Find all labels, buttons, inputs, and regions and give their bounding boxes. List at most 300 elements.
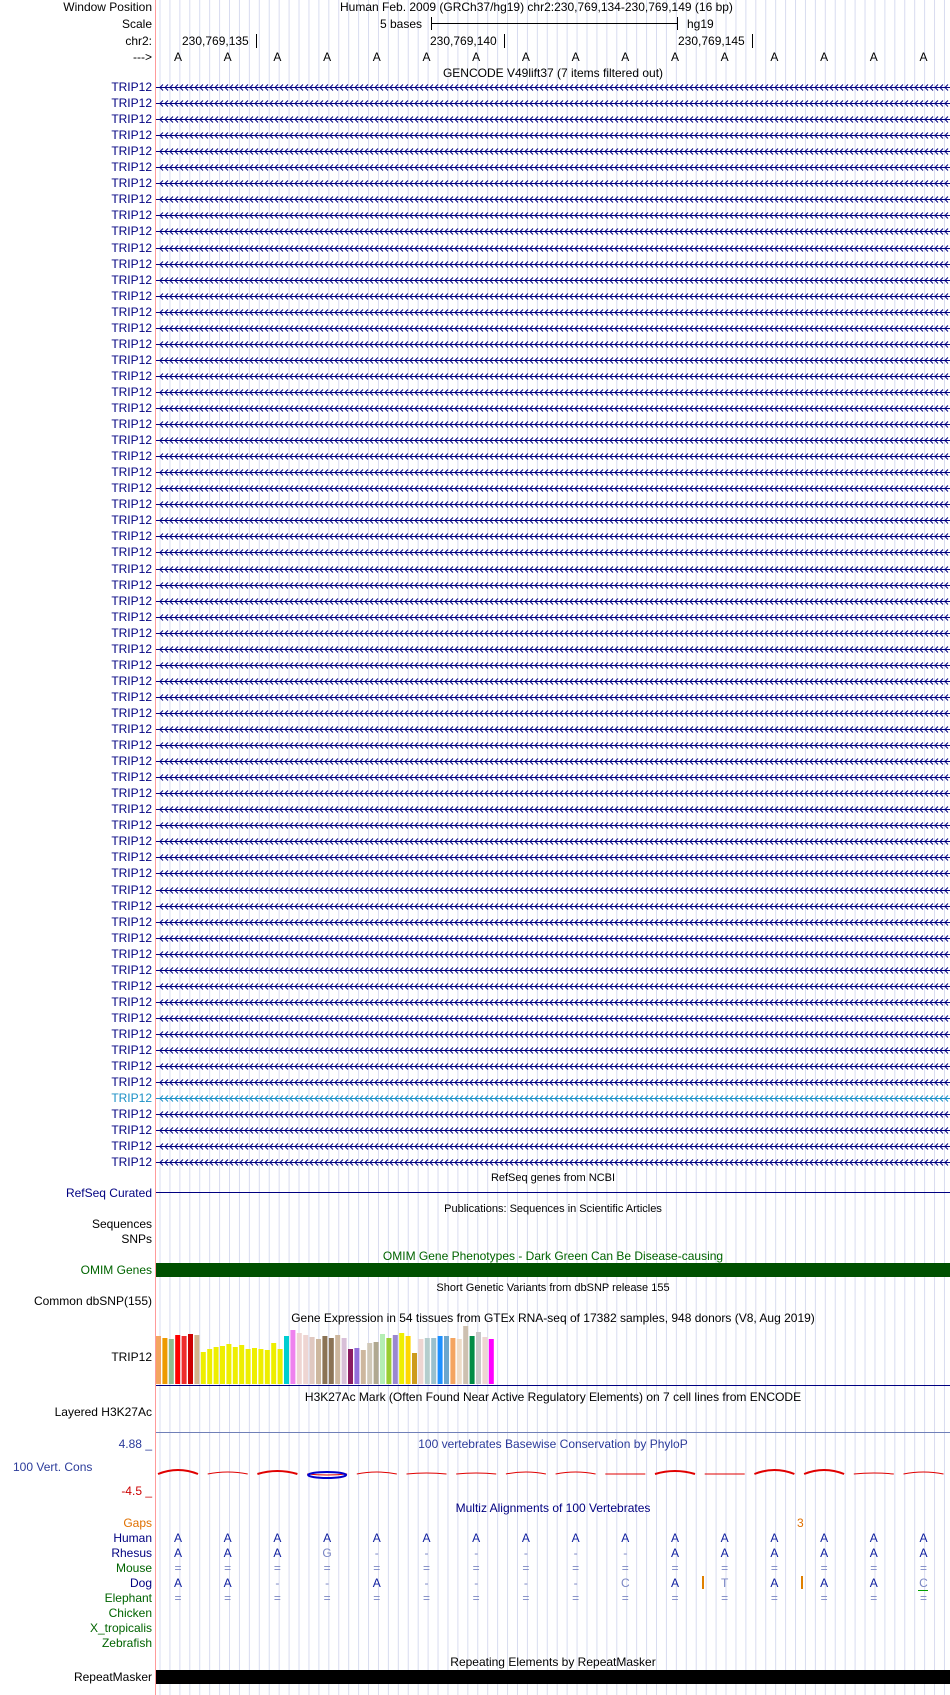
gencode-gene-label[interactable]: TRIP12: [111, 722, 152, 736]
base-letter: A: [670, 50, 679, 64]
base-letter: A: [720, 50, 729, 64]
gtex-track-title[interactable]: Gene Expression in 54 tissues from GTEx RNA-seq of 17382 samples, 948 donors (V8, Aug 2019): [291, 1311, 815, 1325]
gencode-transcript[interactable]: [156, 273, 950, 288]
gencode-transcript[interactable]: [156, 754, 950, 769]
gencode-transcript[interactable]: [156, 449, 950, 464]
gencode-transcript[interactable]: [156, 722, 950, 737]
omim-phenotype-bar[interactable]: [156, 1263, 950, 1277]
gencode-transcript[interactable]: [156, 224, 950, 239]
publications-sequences-label[interactable]: Sequences: [91, 1217, 152, 1231]
multiz-alignment-base: =: [273, 1561, 281, 1575]
gencode-gene-label[interactable]: TRIP12: [111, 112, 152, 127]
gtex-tissue-bar[interactable]: [207, 1349, 212, 1384]
gencode-transcript[interactable]: [156, 802, 950, 817]
omim-track-title[interactable]: OMIM Gene Phenotypes - Dark Green Can Be Disease-causing: [382, 1249, 724, 1263]
gencode-transcript[interactable]: [156, 594, 950, 609]
multiz-alignment-base: =: [472, 1591, 480, 1605]
gencode-transcript[interactable]: [156, 144, 950, 159]
base-letter: A: [571, 50, 580, 64]
gtex-baseline: [156, 1385, 950, 1386]
gtex-expression-bars[interactable]: [156, 1326, 536, 1384]
gencode-gene-label[interactable]: TRIP12: [111, 320, 152, 335]
gencode-transcript[interactable]: [156, 1107, 950, 1122]
gencode-gene-label[interactable]: TRIP12: [111, 497, 152, 512]
gencode-transcript[interactable]: [156, 176, 950, 191]
gencode-gene-label[interactable]: TRIP12: [111, 1107, 152, 1122]
h3k27ac-baseline: [156, 1432, 950, 1433]
gencode-gene-label[interactable]: TRIP12: [111, 272, 152, 287]
gtex-tissue-bar[interactable]: [418, 1339, 423, 1384]
gencode-gene-label[interactable]: TRIP12: [111, 882, 152, 897]
gencode-transcript[interactable]: [156, 1123, 950, 1138]
gencode-transcript[interactable]: [156, 465, 950, 480]
gencode-gene-label[interactable]: TRIP12: [111, 1059, 152, 1074]
phylop-score-mark: [754, 1470, 794, 1474]
multiz-species-label[interactable]: X_tropicalis: [89, 1621, 152, 1635]
gtex-tissue-bar[interactable]: [316, 1339, 321, 1384]
phylop-track-label[interactable]: 100 Vert. Cons: [13, 1460, 93, 1474]
gencode-transcript[interactable]: [156, 192, 950, 207]
gencode-transcript[interactable]: [156, 401, 950, 416]
multiz-alignment-base: =: [174, 1561, 182, 1575]
base-letter: A: [521, 50, 530, 64]
multiz-alignment-base: =: [870, 1591, 878, 1605]
gencode-gene-label[interactable]: TRIP12: [111, 978, 152, 993]
gencode-transcript[interactable]: [156, 1059, 950, 1074]
gtex-tissue-bar[interactable]: [412, 1353, 417, 1384]
gtex-tissue-bar[interactable]: [406, 1336, 411, 1384]
gencode-transcript[interactable]: [156, 337, 950, 352]
gencode-gene-label[interactable]: TRIP12: [111, 962, 152, 977]
gtex-tissue-bar[interactable]: [175, 1335, 180, 1384]
gencode-gene-label[interactable]: TRIP12: [111, 625, 152, 640]
gtex-tissue-bar[interactable]: [470, 1336, 475, 1384]
gtex-tissue-bar[interactable]: [233, 1347, 238, 1384]
gencode-transcript[interactable]: [156, 305, 950, 320]
gtex-tissue-bar[interactable]: [169, 1339, 174, 1384]
gencode-transcript[interactable]: [156, 128, 950, 143]
gtex-tissue-bar[interactable]: [342, 1338, 347, 1384]
gencode-transcript[interactable]: [156, 658, 950, 673]
gencode-gene-label[interactable]: TRIP12: [111, 705, 152, 720]
gencode-gene-label[interactable]: TRIP12: [111, 593, 152, 608]
multiz-alignment-base: -: [424, 1576, 429, 1590]
multiz-alignment-base: A: [472, 1531, 481, 1545]
gencode-gene-label[interactable]: TRIP12: [111, 240, 152, 255]
gencode-transcript[interactable]: [156, 80, 950, 95]
gencode-transcript[interactable]: [156, 674, 950, 689]
multiz-alignment-base: -: [523, 1576, 528, 1590]
gencode-gene-label[interactable]: TRIP12: [111, 754, 152, 769]
gencode-transcript[interactable]: [156, 208, 950, 223]
gencode-transcript[interactable]: [156, 1075, 950, 1090]
gencode-transcript[interactable]: [156, 513, 950, 528]
scale-assembly: hg19: [687, 17, 714, 31]
gtex-tissue-bar[interactable]: [348, 1349, 353, 1384]
gtex-tissue-bar[interactable]: [310, 1337, 315, 1384]
gtex-tissue-bar[interactable]: [265, 1350, 270, 1384]
gtex-track-label[interactable]: TRIP12: [111, 1350, 152, 1364]
gencode-gene-label[interactable]: TRIP12: [111, 449, 152, 464]
gtex-tissue-bar[interactable]: [457, 1339, 462, 1384]
gtex-tissue-bar[interactable]: [278, 1349, 283, 1384]
gencode-gene-label[interactable]: TRIP12: [111, 738, 152, 753]
repeatmasker-track-title[interactable]: Repeating Elements by RepeatMasker: [450, 1655, 656, 1669]
gencode-gene-label[interactable]: TRIP12: [111, 288, 152, 303]
gencode-gene-label[interactable]: TRIP12: [111, 176, 152, 191]
gtex-tissue-bar[interactable]: [220, 1346, 225, 1384]
multiz-alignment-base: =: [770, 1561, 778, 1575]
gencode-gene-label[interactable]: TRIP12: [111, 1026, 152, 1041]
phylop-score-mark: [904, 1472, 944, 1474]
gencode-transcript[interactable]: [156, 160, 950, 175]
multiz-alignment-base: G: [322, 1546, 332, 1560]
gencode-transcript[interactable]: [156, 1091, 950, 1106]
gencode-transcript[interactable]: [156, 112, 950, 127]
gtex-tissue-bar[interactable]: [239, 1345, 244, 1384]
gtex-tissue-bar[interactable]: [182, 1336, 187, 1384]
gtex-tissue-bar[interactable]: [156, 1336, 161, 1384]
gencode-gene-label[interactable]: TRIP12: [111, 160, 152, 175]
gencode-transcript[interactable]: [156, 1139, 950, 1154]
multiz-alignment-base: =: [174, 1591, 182, 1605]
scale-label: Scale: [121, 17, 152, 31]
gencode-transcript[interactable]: [156, 433, 950, 448]
coord-tick-3: [752, 34, 753, 48]
multiz-alignment-base: A: [372, 1576, 381, 1590]
gencode-gene-label[interactable]: TRIP12: [111, 96, 152, 111]
refseq-track-label[interactable]: RefSeq Curated: [65, 1186, 152, 1200]
multiz-species-label[interactable]: Rhesus: [111, 1546, 152, 1560]
gencode-gene-label[interactable]: TRIP12: [111, 80, 152, 94]
base-letter: A: [869, 50, 878, 64]
gtex-tissue-bar[interactable]: [386, 1338, 391, 1384]
repeatmasker-track-label[interactable]: RepeatMasker: [73, 1670, 152, 1684]
gencode-transcript[interactable]: [156, 1155, 950, 1170]
gtex-tissue-bar[interactable]: [322, 1336, 327, 1384]
base-letter: A: [323, 50, 332, 64]
gtex-tissue-bar[interactable]: [335, 1335, 340, 1384]
phylop-score-mark: [357, 1472, 397, 1474]
multiz-alignment-base: -: [374, 1546, 379, 1560]
phylop-score-mark: [158, 1470, 198, 1474]
gtex-tissue-bar[interactable]: [431, 1338, 436, 1384]
multiz-alignment-base: =: [522, 1591, 530, 1605]
gencode-gene-label[interactable]: TRIP12: [111, 192, 152, 207]
dbsnp-track-title[interactable]: Short Genetic Variants from dbSNP release 155: [436, 1282, 670, 1294]
gtex-tissue-bar[interactable]: [303, 1335, 308, 1384]
gencode-transcript[interactable]: [156, 610, 950, 625]
gencode-gene-label[interactable]: TRIP12: [111, 1091, 152, 1106]
gencode-transcript[interactable]: [156, 915, 950, 930]
multiz-alignment-base: A: [273, 1531, 282, 1545]
base-letter: A: [422, 50, 431, 64]
gtex-tissue-bar[interactable]: [380, 1334, 385, 1384]
multiz-alignment-base: =: [721, 1591, 729, 1605]
multiz-alignment-base: A: [770, 1576, 779, 1590]
multiz-species-label[interactable]: Zebrafish: [101, 1636, 152, 1650]
gencode-gene-label[interactable]: TRIP12: [111, 545, 152, 560]
phylop-score-mark: [407, 1473, 447, 1474]
multiz-alignment-base: =: [820, 1591, 828, 1605]
gencode-gene-label[interactable]: TRIP12: [111, 834, 152, 849]
refseq-gene-line[interactable]: [156, 1192, 950, 1193]
gencode-gene-label[interactable]: TRIP12: [111, 384, 152, 399]
multiz-alignment-base: -: [474, 1576, 479, 1590]
multiz-alignment-base: A: [621, 1531, 630, 1545]
gtex-tissue-bar[interactable]: [399, 1333, 404, 1384]
gencode-gene-label[interactable]: TRIP12: [111, 946, 152, 961]
gencode-gene-label[interactable]: TRIP12: [111, 465, 152, 480]
gencode-gene-label[interactable]: TRIP12: [111, 818, 152, 833]
gencode-gene-label[interactable]: TRIP12: [111, 930, 152, 945]
gencode-transcript[interactable]: [156, 995, 950, 1010]
gtex-tissue-bar[interactable]: [463, 1326, 468, 1384]
gtex-tissue-bar[interactable]: [162, 1338, 167, 1384]
h3k27ac-track-title[interactable]: H3K27Ac Mark (Often Found Near Active Regulatory Elements) on 7 cell lines from ENCODE: [304, 1390, 802, 1404]
multiz-alignment-base: =: [721, 1561, 729, 1575]
coord-tick-2: [504, 34, 505, 48]
gencode-gene-label[interactable]: TRIP12: [111, 336, 152, 351]
multiz-alignment-base: =: [770, 1591, 778, 1605]
gencode-transcript[interactable]: [156, 963, 950, 978]
multiz-alignment-base: =: [671, 1561, 679, 1575]
gencode-gene-label[interactable]: TRIP12: [111, 898, 152, 913]
gtex-tissue-bar[interactable]: [297, 1333, 302, 1384]
scale-text: 5 bases: [380, 17, 423, 31]
gencode-gene-label[interactable]: TRIP12: [111, 144, 152, 159]
gencode-transcript[interactable]: [156, 1027, 950, 1042]
gencode-transcript[interactable]: [156, 866, 950, 881]
multiz-alignment-base: A: [223, 1531, 232, 1545]
gencode-transcript[interactable]: [156, 481, 950, 496]
gencode-gene-label[interactable]: TRIP12: [111, 304, 152, 319]
gencode-gene-label[interactable]: TRIP12: [111, 1155, 152, 1170]
publications-track-title[interactable]: Publications: Sequences in Scientific Articles: [444, 1203, 662, 1215]
gencode-transcript[interactable]: [156, 626, 950, 641]
gencode-gene-label[interactable]: TRIP12: [111, 850, 152, 865]
gencode-gene-label[interactable]: TRIP12: [111, 786, 152, 801]
multiz-track-title[interactable]: Multiz Alignments of 100 Vertebrates: [455, 1501, 651, 1515]
multiz-alignment-base: -: [573, 1576, 578, 1590]
gencode-gene-label[interactable]: TRIP12: [111, 689, 152, 704]
gencode-gene-label[interactable]: TRIP12: [111, 513, 152, 528]
multiz-alignment-base: =: [820, 1561, 828, 1575]
multiz-alignment-base: =: [572, 1591, 580, 1605]
gtex-tissue-bar[interactable]: [425, 1338, 430, 1384]
gtex-tissue-bar[interactable]: [489, 1339, 494, 1384]
gencode-gene-label[interactable]: TRIP12: [111, 641, 152, 656]
multiz-species-label[interactable]: Human: [113, 1531, 152, 1545]
gtex-tissue-bar[interactable]: [374, 1342, 379, 1384]
gtex-tissue-bar[interactable]: [258, 1349, 263, 1384]
gtex-tissue-bar[interactable]: [271, 1343, 276, 1384]
multiz-alignment-base: T: [721, 1576, 729, 1590]
repeatmasker-element-bar[interactable]: [156, 1670, 950, 1684]
gencode-transcript[interactable]: [156, 979, 950, 994]
gencode-gene-label[interactable]: TRIP12: [111, 224, 152, 239]
window-position-value: Human Feb. 2009 (GRCh37/hg19) chr2:230,769,134-230,769,149 (16 bp): [340, 0, 733, 14]
gtex-tissue-bar[interactable]: [329, 1338, 334, 1384]
base-letter: A: [223, 50, 232, 64]
gencode-gene-label[interactable]: TRIP12: [111, 657, 152, 672]
gencode-gene-label[interactable]: TRIP12: [111, 1139, 152, 1154]
gencode-transcript[interactable]: [156, 417, 950, 432]
gencode-transcript[interactable]: [156, 257, 950, 272]
dbsnp-track-label[interactable]: Common dbSNP(155): [33, 1294, 152, 1308]
gencode-gene-label[interactable]: TRIP12: [111, 368, 152, 383]
scale-bar-left-tick: [431, 17, 432, 30]
multiz-alignment-base: C: [620, 1576, 630, 1590]
gencode-gene-label[interactable]: TRIP12: [111, 770, 152, 785]
multiz-alignment-base: A: [869, 1576, 878, 1590]
gencode-transcript[interactable]: [156, 770, 950, 785]
phylop-score-mark: [307, 1474, 347, 1475]
gencode-gene-label[interactable]: TRIP12: [111, 914, 152, 929]
gtex-tissue-bar[interactable]: [438, 1336, 443, 1384]
gencode-transcript[interactable]: [156, 738, 950, 753]
gencode-transcript[interactable]: [156, 529, 950, 544]
gtex-tissue-bar[interactable]: [194, 1335, 199, 1384]
multiz-alignment-base: =: [422, 1591, 430, 1605]
gencode-transcript[interactable]: [156, 385, 950, 400]
dog-insertion-marker-1: [702, 1576, 704, 1589]
multiz-alignment-base: -: [325, 1576, 330, 1590]
gtex-tissue-bar[interactable]: [354, 1348, 359, 1384]
gencode-transcript[interactable]: [156, 321, 950, 336]
gencode-transcript[interactable]: [156, 706, 950, 721]
gencode-transcript[interactable]: [156, 1043, 950, 1058]
gencode-transcript[interactable]: [156, 642, 950, 657]
scale-bar: [431, 23, 677, 24]
gencode-transcript[interactable]: [156, 834, 950, 849]
multiz-alignment-base: =: [621, 1561, 629, 1575]
phylop-score-mark: [506, 1472, 546, 1474]
gencode-transcript[interactable]: [156, 497, 950, 512]
multiz-alignment-base: -: [623, 1546, 628, 1560]
gencode-transcript[interactable]: [156, 899, 950, 914]
gencode-track-title[interactable]: GENCODE V49lift37 (7 items filtered out): [442, 66, 664, 80]
gtex-tissue-bar[interactable]: [482, 1337, 487, 1384]
gencode-transcript[interactable]: [156, 818, 950, 833]
gtex-tissue-bar[interactable]: [290, 1330, 295, 1384]
gtex-tissue-bar[interactable]: [393, 1335, 398, 1384]
gencode-transcript[interactable]: [156, 1011, 950, 1026]
multiz-alignment-base: A: [720, 1531, 729, 1545]
gencode-transcript[interactable]: [156, 241, 950, 256]
gencode-gene-label[interactable]: TRIP12: [111, 673, 152, 688]
gencode-gene-label[interactable]: TRIP12: [111, 529, 152, 544]
gencode-transcript[interactable]: [156, 578, 950, 593]
multiz-alignment-base: A: [869, 1531, 878, 1545]
gencode-transcript[interactable]: [156, 690, 950, 705]
multiz-alignment-base: A: [323, 1531, 332, 1545]
coord-label-3: 230,769,145: [678, 34, 745, 48]
phylop-track-title[interactable]: 100 vertebrates Basewise Conservation by PhyloP: [418, 1437, 688, 1451]
gencode-gene-label[interactable]: TRIP12: [111, 1075, 152, 1090]
gencode-gene-label[interactable]: TRIP12: [111, 208, 152, 223]
phylop-score-mark: [854, 1473, 894, 1474]
base-letter: A: [919, 50, 928, 64]
multiz-species-label[interactable]: Mouse: [115, 1561, 152, 1575]
multiz-alignment-base: A: [670, 1546, 679, 1560]
gencode-gene-label[interactable]: TRIP12: [111, 256, 152, 271]
gencode-gene-label[interactable]: TRIP12: [111, 577, 152, 592]
gtex-tissue-bar[interactable]: [450, 1338, 455, 1384]
gtex-tissue-bar[interactable]: [361, 1350, 366, 1384]
gtex-tissue-bar[interactable]: [476, 1332, 481, 1384]
multiz-species-label[interactable]: Dog: [129, 1576, 152, 1590]
omim-track-label[interactable]: OMIM Genes: [80, 1263, 152, 1277]
multiz-alignment-base: =: [323, 1591, 331, 1605]
multiz-alignment-base: A: [820, 1531, 829, 1545]
base-letter: A: [372, 50, 381, 64]
base-letter: A: [820, 50, 829, 64]
gencode-transcript[interactable]: [156, 786, 950, 801]
gtex-tissue-bar[interactable]: [246, 1349, 251, 1384]
gtex-tissue-bar[interactable]: [367, 1343, 372, 1384]
gencode-gene-label[interactable]: TRIP12: [111, 866, 152, 881]
gencode-transcript[interactable]: [156, 96, 950, 111]
gencode-transcript[interactable]: [156, 562, 950, 577]
gencode-gene-label[interactable]: TRIP12: [111, 1010, 152, 1025]
gtex-tissue-bar[interactable]: [284, 1336, 289, 1384]
gencode-gene-label[interactable]: TRIP12: [111, 128, 152, 143]
gencode-transcript[interactable]: [156, 353, 950, 368]
gencode-gene-label[interactable]: TRIP12: [111, 417, 152, 432]
gtex-tissue-bar[interactable]: [188, 1334, 193, 1384]
gencode-transcript[interactable]: [156, 850, 950, 865]
gencode-gene-label[interactable]: TRIP12: [111, 561, 152, 576]
strand-label: --->: [133, 50, 152, 64]
gtex-tissue-bar[interactable]: [214, 1347, 219, 1384]
gencode-gene-label[interactable]: TRIP12: [111, 401, 152, 415]
coord-label-1: 230,769,135: [182, 34, 249, 48]
multiz-species-label[interactable]: Elephant: [104, 1591, 152, 1605]
gencode-gene-label[interactable]: TRIP12: [111, 481, 152, 496]
multiz-alignment-base: A: [173, 1546, 182, 1560]
multiz-alignment-base: A: [770, 1546, 779, 1560]
gencode-transcript[interactable]: [156, 289, 950, 304]
gtex-tissue-bar[interactable]: [444, 1336, 449, 1384]
multiz-alignment-base: A: [521, 1531, 530, 1545]
gencode-gene-label[interactable]: TRIP12: [111, 994, 152, 1009]
gencode-transcript[interactable]: [156, 931, 950, 946]
gencode-transcript[interactable]: [156, 883, 950, 898]
refseq-track-title[interactable]: RefSeq genes from NCBI: [490, 1172, 616, 1184]
gencode-transcript[interactable]: [156, 947, 950, 962]
gencode-transcript[interactable]: [156, 545, 950, 560]
gencode-transcript[interactable]: [156, 369, 950, 384]
chr-label: chr2:: [125, 34, 152, 48]
gtex-tissue-bar[interactable]: [201, 1352, 206, 1384]
gencode-gene-label[interactable]: TRIP12: [111, 609, 152, 624]
phylop-conservation-graph[interactable]: [156, 1462, 950, 1486]
gencode-gene-label[interactable]: TRIP12: [111, 1123, 152, 1138]
dog-insertion-marker-2: [801, 1576, 803, 1589]
multiz-species-label[interactable]: Chicken: [108, 1606, 152, 1620]
gencode-gene-label[interactable]: TRIP12: [111, 433, 152, 448]
multiz-alignment-base: A: [670, 1576, 679, 1590]
gencode-gene-label[interactable]: TRIP12: [111, 802, 152, 817]
gtex-tissue-bar[interactable]: [252, 1348, 257, 1384]
multiz-alignment-base: A: [223, 1576, 232, 1590]
gtex-tissue-bar[interactable]: [226, 1344, 231, 1384]
publications-snps-label[interactable]: SNPs: [121, 1232, 152, 1246]
gencode-gene-label[interactable]: TRIP12: [111, 352, 152, 367]
h3k27ac-track-label[interactable]: Layered H3K27Ac: [54, 1405, 152, 1419]
gencode-gene-label[interactable]: TRIP12: [111, 1043, 152, 1057]
